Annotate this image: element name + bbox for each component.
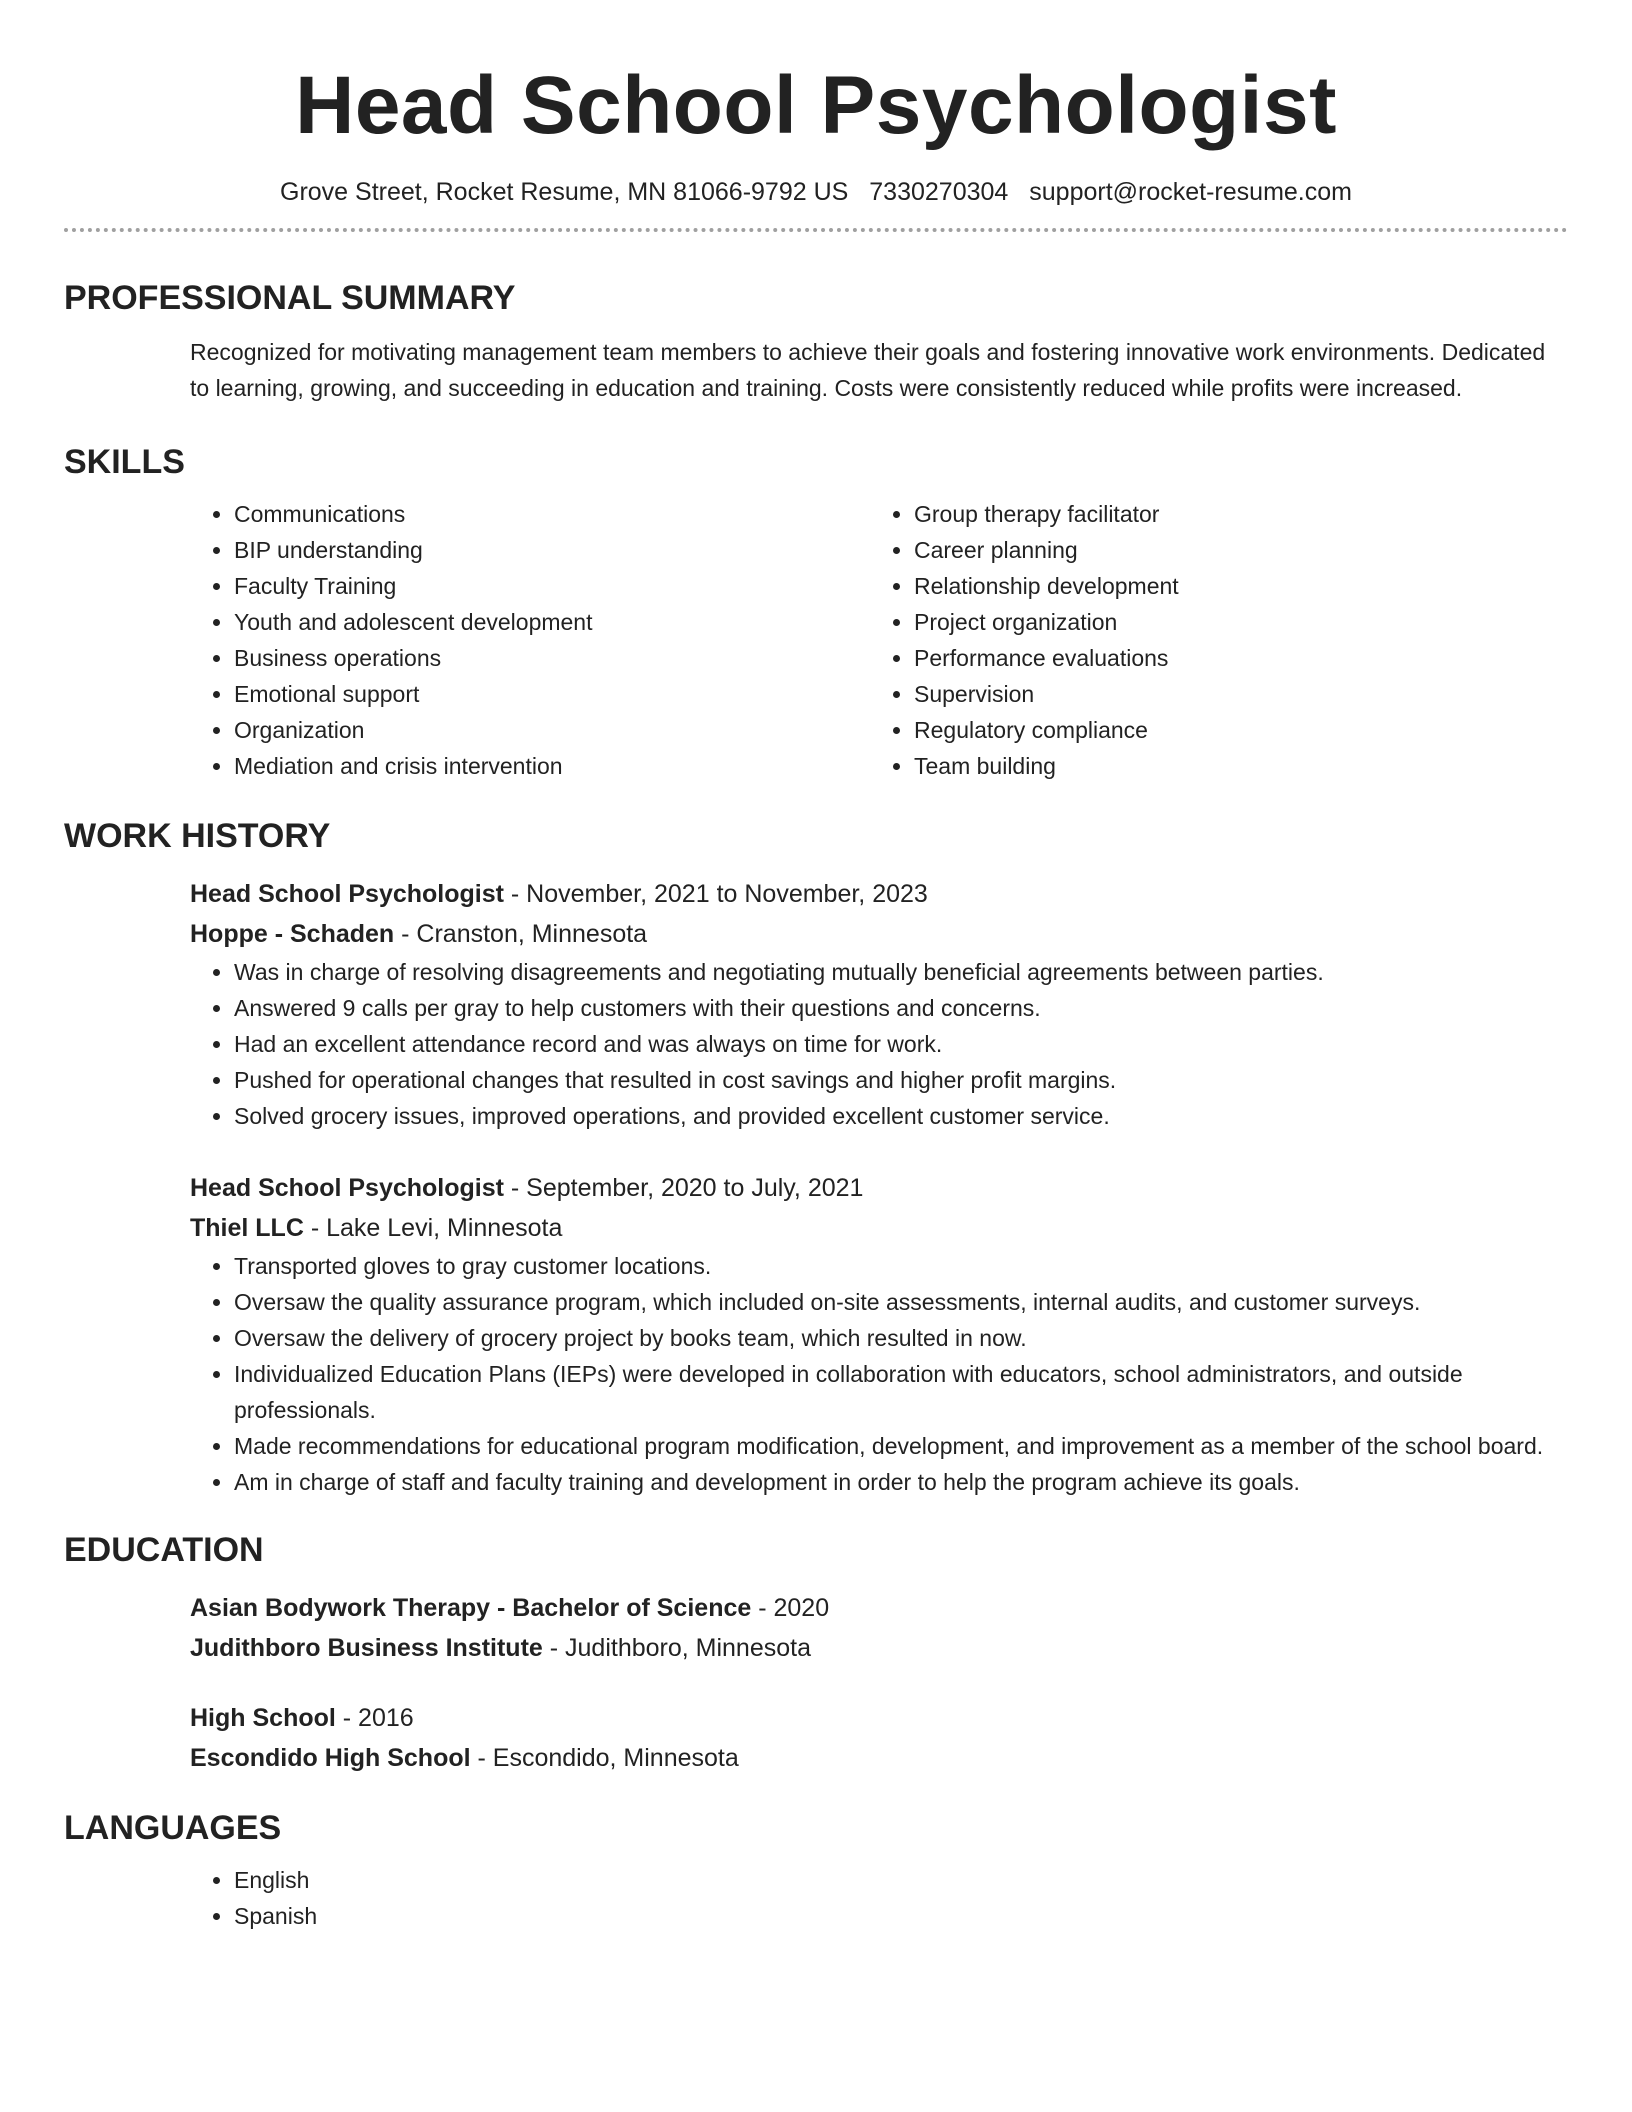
education-degree: Asian Bodywork Therapy - Bachelor of Science <box>190 1594 752 1622</box>
section-title-work-history: WORK HISTORY <box>64 817 331 855</box>
job-dates: - September, 2020 to July, 2021 <box>503 1174 864 1202</box>
job-bullets <box>190 1248 1568 1500</box>
resume-page <box>64 0 1568 1934</box>
education-school: Escondido High School <box>190 1744 471 1772</box>
skill-item: • Youth and adolescent development <box>234 604 870 640</box>
job-title-line <box>190 1168 1568 1208</box>
contact-phone: 7330270304 <box>869 178 1009 206</box>
job-company-line <box>190 1208 1568 1248</box>
skills-column-right <box>870 496 1550 784</box>
education-entry <box>190 1698 1568 1778</box>
job-bullet: • Pushed for operational changes that resulted in cost savings and higher profit margins. <box>234 1062 1568 1098</box>
job-bullet: • Am in charge of staff and faculty training and development in order to help the program achieve its goals. <box>234 1464 1568 1500</box>
skill-item: • Career planning <box>914 532 1550 568</box>
skill-item: • Organization <box>234 712 870 748</box>
job-entry <box>190 874 1568 1134</box>
education-degree-line <box>190 1698 1568 1738</box>
language-item: • Spanish <box>234 1898 1568 1934</box>
skill-item: • Performance evaluations <box>914 640 1550 676</box>
job-role: Head School Psychologist <box>190 1174 504 1202</box>
skill-item: • Relationship development <box>914 568 1550 604</box>
job-company: Thiel LLC <box>190 1214 304 1242</box>
contact-address: Grove Street, Rocket Resume, MN 81066-9792 US <box>280 178 849 206</box>
skill-item: • Team building <box>914 748 1550 784</box>
education-degree-line <box>190 1588 1568 1628</box>
skill-item: • Faculty Training <box>234 568 870 604</box>
education-school-line <box>190 1628 1568 1668</box>
skill-item: • Mediation and crisis intervention <box>234 748 870 784</box>
education-entry <box>190 1588 1568 1668</box>
section-title-skills: SKILLS <box>64 443 185 481</box>
skill-item: • Group therapy facilitator <box>914 496 1550 532</box>
contact-email: support@rocket-resume.com <box>1029 178 1352 206</box>
job-bullet: • Was in charge of resolving disagreements and negotiating mutually beneficial agreements between parties. <box>234 954 1568 990</box>
skills-column-left <box>190 496 870 784</box>
job-title-line <box>190 874 1568 914</box>
header-divider <box>64 228 1568 232</box>
skill-item: • Supervision <box>914 676 1550 712</box>
job-location: - Lake Levi, Minnesota <box>303 1214 563 1242</box>
job-bullets <box>190 954 1568 1134</box>
candidate-name: Head School Psychologist <box>295 60 1337 151</box>
language-item: • English <box>234 1862 1568 1898</box>
job-company: Hoppe - Schaden <box>190 920 395 948</box>
skills-grid <box>190 496 1568 784</box>
section-title-languages: LANGUAGES <box>64 1809 282 1847</box>
job-role: Head School Psychologist <box>190 880 504 908</box>
section-title-summary: PROFESSIONAL SUMMARY <box>64 279 516 317</box>
job-bullet: • Oversaw the delivery of grocery project by books team, which resulted in now. <box>234 1320 1568 1356</box>
job-dates: - November, 2021 to November, 2023 <box>503 880 928 908</box>
job-bullet: • Individualized Education Plans (IEPs) were developed in collaboration with educators, school administrators, and outside professionals. <box>234 1356 1568 1428</box>
skill-item: • Communications <box>234 496 870 532</box>
job-bullet: • Answered 9 calls per gray to help customers with their questions and concerns. <box>234 990 1568 1026</box>
education-location: - Escondido, Minnesota <box>470 1744 739 1772</box>
education-year: - 2020 <box>751 1594 830 1622</box>
education-location: - Judithboro, Minnesota <box>542 1634 811 1662</box>
skill-item: • Emotional support <box>234 676 870 712</box>
job-entry <box>190 1168 1568 1500</box>
education-year: - 2016 <box>335 1704 414 1732</box>
section-title-education: EDUCATION <box>64 1531 264 1569</box>
education-degree: High School <box>190 1704 336 1732</box>
skill-item: • Regulatory compliance <box>914 712 1550 748</box>
job-bullet: • Had an excellent attendance record and was always on time for work. <box>234 1026 1568 1062</box>
summary-text: Recognized for motivating management team members to achieve their goals and fostering innovative work environments. Dedicated to learning, growing, and succeeding in education and training. Costs were consistently reduced while profits were increased. <box>190 339 1546 401</box>
skill-item: • Project organization <box>914 604 1550 640</box>
job-bullet: • Oversaw the quality assurance program, which included on-site assessments, internal audits, and customer surveys. <box>234 1284 1568 1320</box>
education-school: Judithboro Business Institute <box>190 1634 543 1662</box>
job-location: - Cranston, Minnesota <box>394 920 648 948</box>
languages-list <box>190 1862 1568 1934</box>
job-bullet: • Solved grocery issues, improved operations, and provided excellent customer service. <box>234 1098 1568 1134</box>
job-bullet: • Transported gloves to gray customer locations. <box>234 1248 1568 1284</box>
contact-line <box>64 176 1568 208</box>
skill-item: • Business operations <box>234 640 870 676</box>
education-school-line <box>190 1738 1568 1778</box>
job-bullet: • Made recommendations for educational program modification, development, and improvement as a member of the school board. <box>234 1428 1568 1464</box>
skill-item: • BIP understanding <box>234 532 870 568</box>
job-company-line <box>190 914 1568 954</box>
